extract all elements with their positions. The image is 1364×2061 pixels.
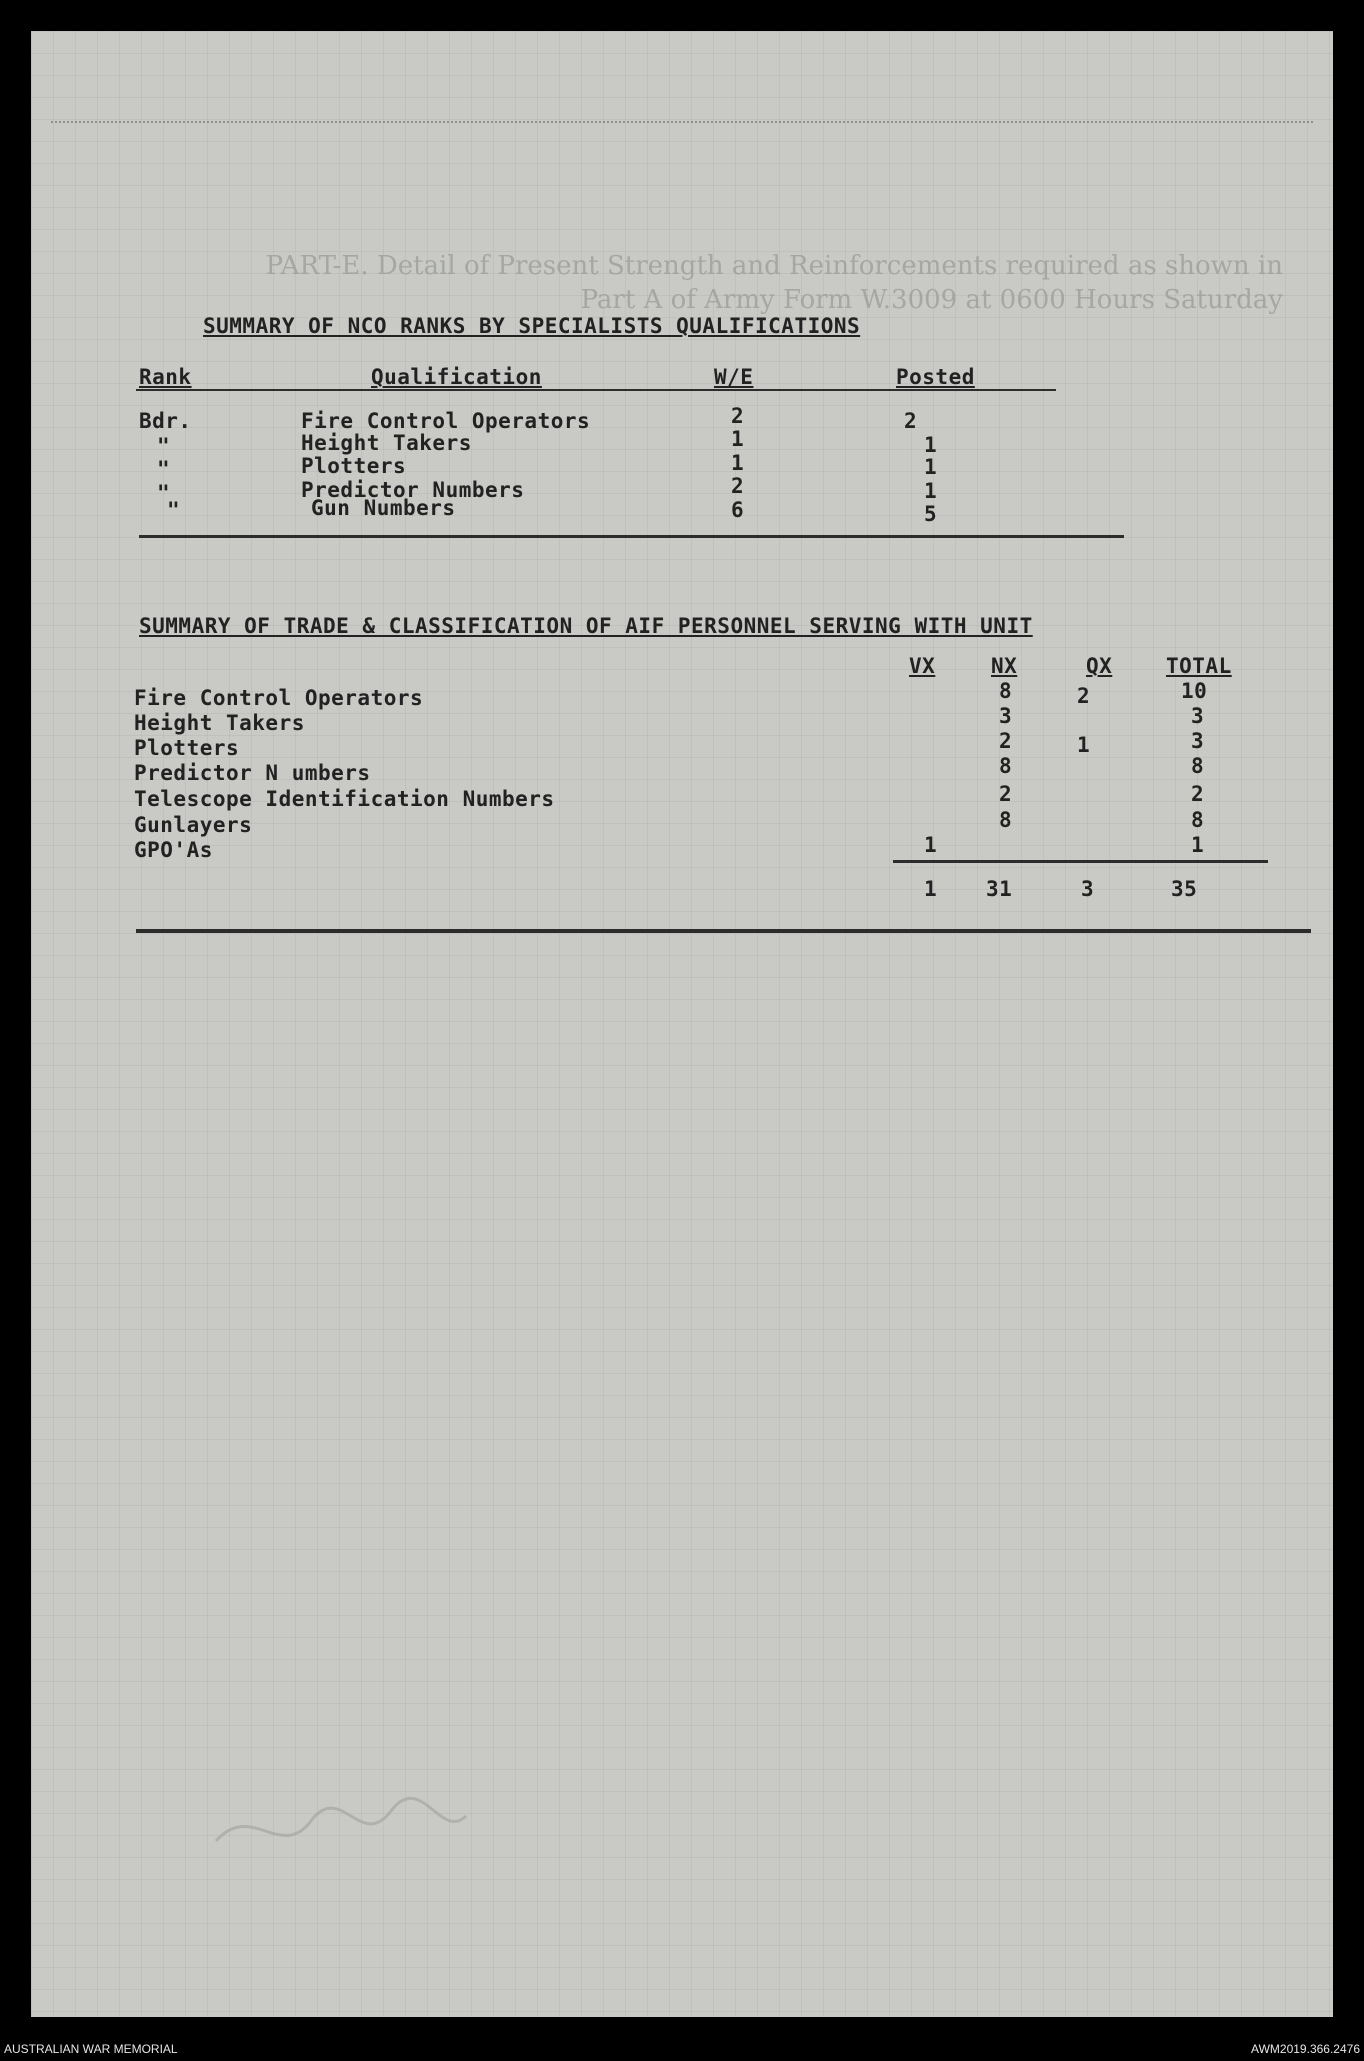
table-row-label: Fire Control Operators — [134, 686, 424, 710]
table-row-label: Gunlayers — [134, 813, 253, 837]
table-row-total: 1 — [1191, 833, 1205, 857]
table-row-nx: 8 — [999, 808, 1013, 832]
table-row-posted: 5 — [924, 502, 938, 526]
table-row-rank: " — [167, 498, 181, 522]
section1-title: SUMMARY OF NCO RANKS BY SPECIALISTS QUALIFICATIONS — [203, 314, 861, 338]
table-row-vx: 1 — [924, 833, 938, 857]
table-row-qx: 1 — [1077, 733, 1091, 757]
table-row-label: GPO'As — [134, 838, 213, 862]
col-total-header: TOTAL — [1166, 654, 1232, 678]
table-row-qualification: Plotters — [301, 454, 407, 478]
table-row-total: 2 — [1191, 782, 1205, 806]
ghost-form-heading: PART-E. Detail of Present Strength and Reinforcements required as shown in Part A of Army Form W.3009 at 0600 Hours Saturday — [265, 251, 1283, 315]
document-page — [31, 31, 1333, 2017]
archive-reference: AWM2019.366.2476 — [1251, 2042, 1360, 2056]
table-row-posted: 1 — [924, 433, 938, 457]
total-qx: 3 — [1081, 877, 1095, 901]
table-row-total: 8 — [1191, 808, 1205, 832]
section2-bottom-rule — [136, 929, 1311, 933]
table-row-we: 6 — [731, 498, 745, 522]
table-row-rank: " — [157, 457, 171, 481]
table-row-we: 1 — [731, 427, 745, 451]
table-row-label: Plotters — [134, 736, 240, 760]
signature-ghost — [211, 1791, 471, 1871]
total-vx: 1 — [924, 877, 938, 901]
table-row-nx: 2 — [999, 782, 1013, 806]
header-underline — [136, 389, 1056, 391]
table-row-we: 2 — [731, 404, 745, 428]
col-rank-header: Rank — [139, 365, 192, 389]
perforation-line — [51, 121, 1313, 123]
total-nx: 31 — [986, 877, 1013, 901]
col-posted-header: Posted — [896, 365, 975, 389]
col-qualification-header: Qualification — [371, 365, 542, 389]
table-row-posted: 1 — [924, 455, 938, 479]
table-row-qx: 2 — [1077, 684, 1091, 708]
col-we-header: W/E — [714, 365, 754, 389]
table-row-total: 10 — [1181, 679, 1208, 703]
table-row-nx: 8 — [999, 679, 1013, 703]
table-row-we: 1 — [731, 451, 745, 475]
col-nx-header: NX — [991, 654, 1018, 678]
table-row-qualification: Height Takers — [301, 431, 472, 455]
table-row-rank: " — [157, 481, 171, 505]
col-vx-header: VX — [909, 654, 936, 678]
table-row-rank: Bdr. — [139, 409, 192, 433]
table-row-nx: 3 — [999, 704, 1013, 728]
table-row-qualification: Predictor Numbers — [301, 478, 525, 502]
totals-rule — [893, 860, 1268, 863]
table-row-total: 8 — [1191, 754, 1205, 778]
table-row-total: 3 — [1191, 729, 1205, 753]
table-row-label: Predictor N umbers — [134, 761, 371, 785]
archive-credit: AUSTRALIAN WAR MEMORIAL — [4, 2042, 178, 2056]
table-row-rank: " — [157, 434, 171, 458]
table-row-posted: 1 — [924, 479, 938, 503]
section1-bottom-rule — [139, 535, 1124, 538]
table-row-label: Telescope Identification Numbers — [134, 787, 555, 811]
table-row-qualification: Gun Numbers — [311, 496, 456, 520]
table-row-posted: 2 — [904, 409, 918, 433]
col-qx-header: QX — [1086, 654, 1113, 678]
table-row-total: 3 — [1191, 704, 1205, 728]
table-row-qualification: Fire Control Operators — [301, 409, 591, 433]
section2-title: SUMMARY OF TRADE & CLASSIFICATION OF AIF PERSONNEL SERVING WITH UNIT — [139, 614, 1033, 638]
table-row-label: Height Takers — [134, 711, 305, 735]
table-row-nx: 2 — [999, 729, 1013, 753]
table-row-nx: 8 — [999, 754, 1013, 778]
total-all: 35 — [1171, 877, 1198, 901]
table-row-we: 2 — [731, 474, 745, 498]
